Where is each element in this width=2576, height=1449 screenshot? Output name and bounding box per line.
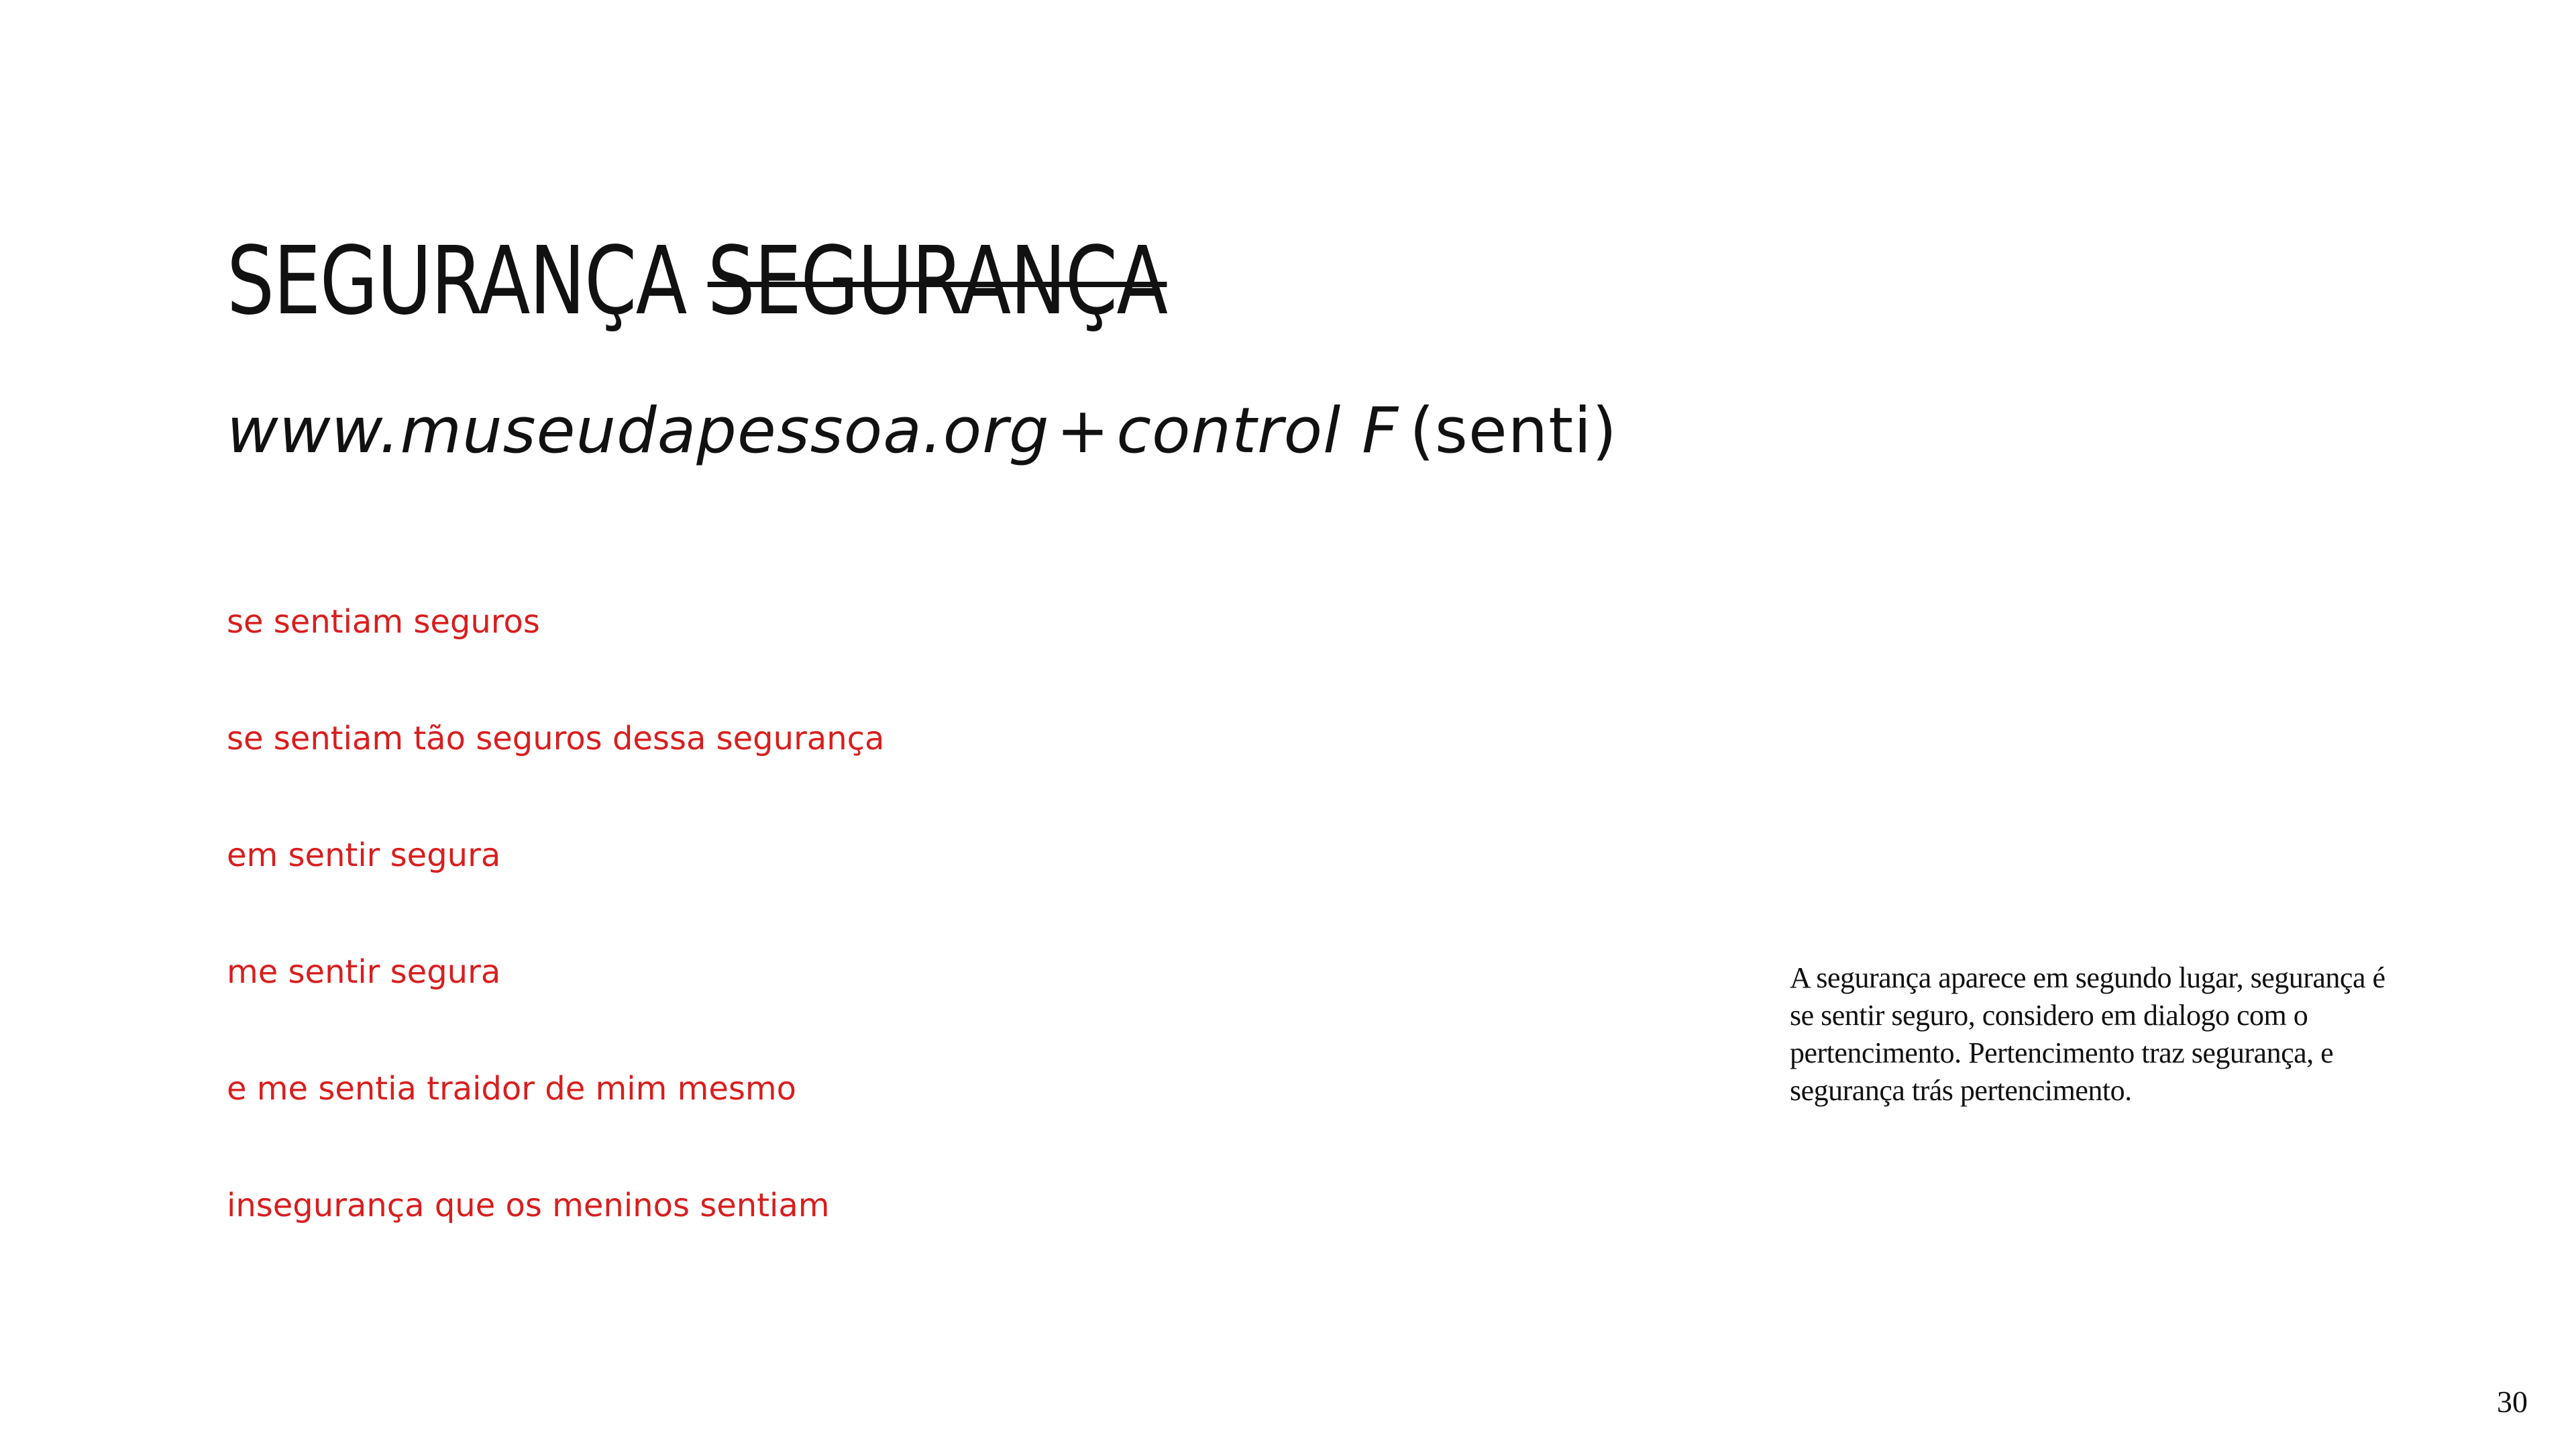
title-strikethrough-text: SEGURANÇA [707,227,1167,336]
search-term: (senti) [1409,394,1617,468]
commentary-note: A segurança aparece em segundo lugar, segurança é se sentir seguro, considero em dialogo com o pertencimento. Pertencimento traz segurança, e segurança trás pertencimento. [1790,961,2385,1107]
search-command-text: control F [1116,394,1399,468]
phrase-item: em sentir segura [227,837,501,874]
search-instruction [227,391,1617,472]
phrase-item: se sentiam tão seguros dessa segurança [227,720,885,757]
page-title [227,221,1167,342]
phrase-item: me sentir segura [227,953,501,991]
plus-sign: + [1056,394,1110,468]
phrase-list [227,598,884,1299]
website-link-text: www.museudapessoa.org [227,394,1050,468]
title-text: SEGURANÇA [227,227,686,336]
phrase-item: insegurança que os meninos sentiam [227,1187,830,1224]
phrase-item: e me sentia traidor de mim mesmo [227,1070,797,1108]
phrase-item: se sentiam seguros [227,603,540,641]
page-number: 30 [2497,1385,2528,1419]
